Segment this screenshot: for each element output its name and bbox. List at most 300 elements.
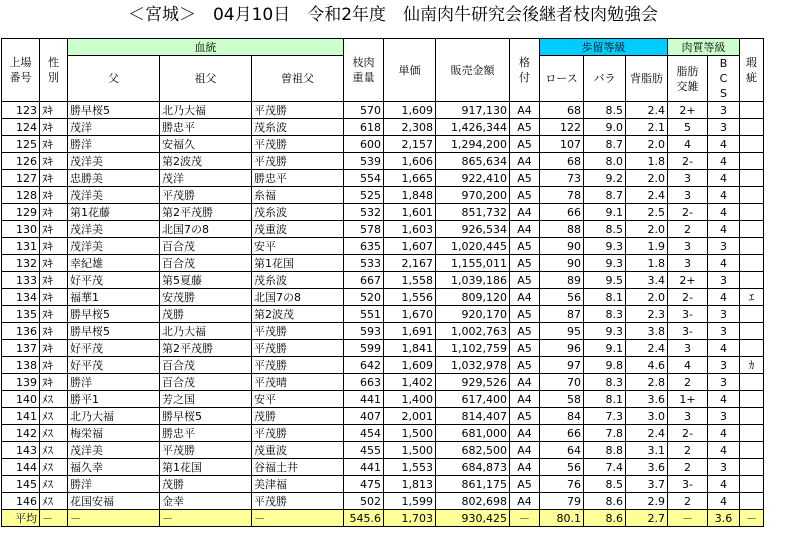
cell-sex: ﾇｷ: [40, 238, 68, 255]
cell-lot-number: 137: [2, 340, 40, 357]
cell-father: 勝洋: [68, 374, 160, 391]
cell-great-grandfather: 安平: [252, 391, 344, 408]
cell-marbling: 2: [668, 442, 708, 459]
cell-unit-price: 1,703: [384, 510, 436, 527]
cell-defect: [740, 323, 764, 340]
cell-bcs: 4: [708, 204, 740, 221]
header-marbling: 脂肪 交雑: [668, 56, 708, 102]
cell-lot-number: 126: [2, 153, 40, 170]
cell-bcs: 4: [708, 221, 740, 238]
cell-carcass-weight: 663: [344, 374, 384, 391]
cell-marbling: 5: [668, 119, 708, 136]
cell-father: 勝洋: [68, 476, 160, 493]
cell-grandfather: 第5夏藤: [160, 272, 252, 289]
cell-marbling: 2-: [668, 425, 708, 442]
cell-marbling: 3: [668, 187, 708, 204]
cell-defect: －: [740, 510, 764, 527]
cell-sales-amount: 617,400: [436, 391, 510, 408]
cell-rib: 8.1: [584, 289, 626, 306]
cell-father: 勝平1: [68, 391, 160, 408]
cell-sales-amount: 814,407: [436, 408, 510, 425]
cell-bcs: 3: [708, 357, 740, 374]
cell-sales-amount: 926,534: [436, 221, 510, 238]
cell-grandfather: 茂勝: [160, 306, 252, 323]
cell-grade: A4: [510, 221, 540, 238]
cell-backfat: 2.0: [626, 170, 668, 187]
cell-backfat: 1.8: [626, 255, 668, 272]
cell-grade: A5: [510, 408, 540, 425]
cell-grandfather: 百合茂: [160, 357, 252, 374]
cell-sex: ﾒｽ: [40, 408, 68, 425]
cell-great-grandfather: 茂重波: [252, 221, 344, 238]
page-title: ＜宮城＞ 04月10日 令和2年度 仙南肉牛研究会後継者枝肉勉強会: [127, 5, 659, 25]
cell-great-grandfather: 平茂勝: [252, 153, 344, 170]
cell-lot-number: 131: [2, 238, 40, 255]
cell-father: 茂洋美: [68, 221, 160, 238]
cell-loin: 56: [540, 289, 584, 306]
cell-lot-number: 141: [2, 408, 40, 425]
header-defect: 瑕 疵: [740, 39, 764, 102]
cell-bcs: 4: [708, 340, 740, 357]
cell-sales-amount: 920,170: [436, 306, 510, 323]
cell-grandfather: 第1花国: [160, 459, 252, 476]
cell-grade: －: [510, 510, 540, 527]
cell-loin: 90: [540, 238, 584, 255]
cell-sales-amount: 1,032,978: [436, 357, 510, 374]
cell-rib: 9.1: [584, 204, 626, 221]
cell-great-grandfather: 北国7の8: [252, 289, 344, 306]
cell-marbling: －: [668, 510, 708, 527]
table-row: [2, 119, 764, 136]
cell-loin: 56: [540, 459, 584, 476]
table-row: [2, 238, 764, 255]
header-lot-number: 上場 番号: [2, 39, 40, 102]
cell-defect: [740, 476, 764, 493]
cell-marbling: 1+: [668, 391, 708, 408]
cell-defect: ｶ: [740, 357, 764, 374]
cell-grandfather: 第2平茂勝: [160, 204, 252, 221]
cell-unit-price: 2,308: [384, 119, 436, 136]
cell-marbling: 3: [668, 340, 708, 357]
cell-unit-price: 1,841: [384, 340, 436, 357]
table-row: [2, 102, 764, 119]
cell-backfat: 3.8: [626, 323, 668, 340]
cell-grandfather: 北国7の8: [160, 221, 252, 238]
cell-bcs: 3: [708, 459, 740, 476]
cell-grandfather: 勝早桜5: [160, 408, 252, 425]
cell-defect: [740, 408, 764, 425]
cell-unit-price: 1,400: [384, 391, 436, 408]
cell-lot-number: 139: [2, 374, 40, 391]
cell-marbling: 2-: [668, 204, 708, 221]
cell-grandfather: 茂勝: [160, 476, 252, 493]
cell-marbling: 2-: [668, 289, 708, 306]
cell-sex: ﾇｷ: [40, 153, 68, 170]
table-row: [2, 221, 764, 238]
cell-unit-price: 2,001: [384, 408, 436, 425]
cell-unit-price: 1,848: [384, 187, 436, 204]
cell-unit-price: 1,556: [384, 289, 436, 306]
cell-father: 花国安福: [68, 493, 160, 510]
cell-marbling: 4: [668, 136, 708, 153]
cell-rib: 8.5: [584, 476, 626, 493]
cell-marbling: 2: [668, 459, 708, 476]
cell-sales-amount: 851,732: [436, 204, 510, 221]
cell-grade: A4: [510, 204, 540, 221]
cell-sales-amount: 917,130: [436, 102, 510, 119]
table-row: [2, 340, 764, 357]
cell-grandfather: 第2平茂勝: [160, 340, 252, 357]
cell-loin: 107: [540, 136, 584, 153]
cell-unit-price: 1,813: [384, 476, 436, 493]
cell-loin: 122: [540, 119, 584, 136]
cell-lot-number: 133: [2, 272, 40, 289]
cell-great-grandfather: 平茂勝: [252, 102, 344, 119]
cell-sex: ﾇｷ: [40, 374, 68, 391]
cell-grade: A4: [510, 425, 540, 442]
cell-loin: 96: [540, 340, 584, 357]
table-row: [2, 391, 764, 408]
cell-sales-amount: 802,698: [436, 493, 510, 510]
cell-father: 茂洋美: [68, 187, 160, 204]
cell-bcs: 3: [708, 374, 740, 391]
table-row: [2, 136, 764, 153]
header-loin: ロース: [540, 56, 584, 102]
cell-rib: 8.0: [584, 153, 626, 170]
cell-grandfather: 芳之国: [160, 391, 252, 408]
cell-grade: A4: [510, 289, 540, 306]
cell-great-grandfather: 谷福土井: [252, 459, 344, 476]
cell-loin: 66: [540, 204, 584, 221]
cell-carcass-weight: 593: [344, 323, 384, 340]
cell-carcass-weight: 533: [344, 255, 384, 272]
cell-defect: [740, 493, 764, 510]
cell-great-grandfather: 第2波茂: [252, 306, 344, 323]
cell-carcass-weight: 475: [344, 476, 384, 493]
cell-great-grandfather: 糸福: [252, 187, 344, 204]
cell-grandfather: 北乃大福: [160, 102, 252, 119]
cell-defect: ｴ: [740, 289, 764, 306]
cell-lot-number: 140: [2, 391, 40, 408]
table-row: [2, 272, 764, 289]
cell-carcass-weight: 502: [344, 493, 384, 510]
cell-bcs: 4: [708, 136, 740, 153]
cell-loin: 87: [540, 306, 584, 323]
cell-grade: A5: [510, 323, 540, 340]
cell-grade: A5: [510, 119, 540, 136]
cell-father: 茂洋美: [68, 238, 160, 255]
cell-carcass-weight: 455: [344, 442, 384, 459]
cell-bcs: 4: [708, 476, 740, 493]
table-row: [2, 289, 764, 306]
cell-grade: A5: [510, 238, 540, 255]
table-row: [2, 187, 764, 204]
cell-marbling: 3: [668, 170, 708, 187]
cell-carcass-weight: 554: [344, 170, 384, 187]
cell-defect: [740, 187, 764, 204]
cell-sales-amount: 929,526: [436, 374, 510, 391]
cell-grade: A4: [510, 459, 540, 476]
cell-sex: ﾇｷ: [40, 357, 68, 374]
cell-defect: [740, 119, 764, 136]
cell-rib: 8.8: [584, 442, 626, 459]
cell-sex: ﾇｷ: [40, 136, 68, 153]
table-row: [2, 357, 764, 374]
cell-father: 梅栄福: [68, 425, 160, 442]
cell-sales-amount: 1,102,759: [436, 340, 510, 357]
cell-unit-price: 1,599: [384, 493, 436, 510]
table-row: [2, 374, 764, 391]
cell-defect: [740, 153, 764, 170]
header-rib: バラ: [584, 56, 626, 102]
cell-bcs: 4: [708, 425, 740, 442]
cell-unit-price: 1,606: [384, 153, 436, 170]
cell-backfat: 1.8: [626, 153, 668, 170]
cell-lot-number: 146: [2, 493, 40, 510]
cell-bcs: 3.6: [708, 510, 740, 527]
cell-grade: A4: [510, 442, 540, 459]
cell-backfat: 1.9: [626, 238, 668, 255]
cell-father: 好平茂: [68, 340, 160, 357]
carcass-results-table: [1, 38, 764, 527]
cell-backfat: 2.3: [626, 306, 668, 323]
cell-backfat: 2.0: [626, 136, 668, 153]
cell-defect: [740, 459, 764, 476]
cell-father: 勝早桜5: [68, 102, 160, 119]
cell-father: 第1花藤: [68, 204, 160, 221]
cell-lot-number: 143: [2, 442, 40, 459]
table-row: [2, 442, 764, 459]
table-row: [2, 408, 764, 425]
cell-great-grandfather: 安平: [252, 238, 344, 255]
cell-defect: [740, 238, 764, 255]
cell-backfat: 2.7: [626, 510, 668, 527]
cell-sex: ﾇｷ: [40, 340, 68, 357]
cell-loin: 76: [540, 476, 584, 493]
average-row: [2, 510, 764, 527]
cell-great-grandfather: 平茂勝: [252, 357, 344, 374]
cell-backfat: 2.0: [626, 289, 668, 306]
cell-father: 勝早桜5: [68, 323, 160, 340]
cell-bcs: 4: [708, 187, 740, 204]
cell-grandfather: 百合茂: [160, 255, 252, 272]
cell-marbling: 3: [668, 238, 708, 255]
cell-carcass-weight: 539: [344, 153, 384, 170]
cell-father: 忠勝美: [68, 170, 160, 187]
cell-great-grandfather: 平茂晴: [252, 374, 344, 391]
header-father: 父: [68, 56, 160, 102]
cell-unit-price: 1,609: [384, 102, 436, 119]
cell-father: 幸紀雄: [68, 255, 160, 272]
cell-unit-price: 1,603: [384, 221, 436, 238]
cell-defect: [740, 272, 764, 289]
cell-backfat: 3.4: [626, 272, 668, 289]
cell-backfat: 2.8: [626, 374, 668, 391]
cell-loin: 70: [540, 374, 584, 391]
cell-sex: ﾇｷ: [40, 102, 68, 119]
cell-defect: [740, 442, 764, 459]
header-carcass-weight: 枝肉 重量: [344, 39, 384, 102]
cell-great-grandfather: 平茂勝: [252, 323, 344, 340]
cell-carcass-weight: 441: [344, 459, 384, 476]
cell-carcass-weight: 578: [344, 221, 384, 238]
cell-great-grandfather: 茂糸波: [252, 272, 344, 289]
cell-great-grandfather: 茂重波: [252, 442, 344, 459]
cell-marbling: 2: [668, 374, 708, 391]
cell-sex: ﾒｽ: [40, 476, 68, 493]
cell-loin: 78: [540, 187, 584, 204]
cell-sales-amount: 681,000: [436, 425, 510, 442]
cell-grade: A5: [510, 255, 540, 272]
cell-grandfather: 第2波茂: [160, 153, 252, 170]
cell-sex: ﾇｷ: [40, 255, 68, 272]
cell-carcass-weight: 635: [344, 238, 384, 255]
cell-carcass-weight: 520: [344, 289, 384, 306]
cell-lot-number: 132: [2, 255, 40, 272]
cell-bcs: 3: [708, 323, 740, 340]
cell-unit-price: 1,553: [384, 459, 436, 476]
cell-sales-amount: 1,002,763: [436, 323, 510, 340]
cell-great-grandfather: 茂糸波: [252, 204, 344, 221]
cell-father: 好平茂: [68, 272, 160, 289]
cell-lot-number: 134: [2, 289, 40, 306]
cell-grandfather: 北乃大福: [160, 323, 252, 340]
cell-great-grandfather: 美津福: [252, 476, 344, 493]
cell-unit-price: 1,670: [384, 306, 436, 323]
cell-defect: [740, 425, 764, 442]
cell-grade: A4: [510, 391, 540, 408]
cell-defect: [740, 306, 764, 323]
cell-defect: [740, 204, 764, 221]
cell-marbling: 3-: [668, 306, 708, 323]
header-grandfather: 祖父: [160, 56, 252, 102]
cell-loin: 95: [540, 323, 584, 340]
cell-bcs: 4: [708, 442, 740, 459]
cell-loin: 66: [540, 425, 584, 442]
table-row: [2, 476, 764, 493]
cell-rib: 7.3: [584, 408, 626, 425]
cell-rib: 9.2: [584, 170, 626, 187]
cell-grade: A4: [510, 153, 540, 170]
cell-sex: ﾇｷ: [40, 272, 68, 289]
cell-bcs: 3: [708, 102, 740, 119]
cell-loin: 84: [540, 408, 584, 425]
cell-grandfather: 百合茂: [160, 238, 252, 255]
cell-carcass-weight: 618: [344, 119, 384, 136]
cell-rib: 9.8: [584, 357, 626, 374]
cell-father: 茂洋美: [68, 442, 160, 459]
cell-unit-price: 1,665: [384, 170, 436, 187]
cell-carcass-weight: 667: [344, 272, 384, 289]
cell-defect: [740, 221, 764, 238]
cell-carcass-weight: 441: [344, 391, 384, 408]
cell-grade: A5: [510, 187, 540, 204]
cell-sex: ﾇｷ: [40, 187, 68, 204]
cell-sex: ﾒｽ: [40, 459, 68, 476]
cell-loin: 97: [540, 357, 584, 374]
cell-lot-number: 平均: [2, 510, 40, 527]
cell-backfat: 2.5: [626, 204, 668, 221]
cell-father: 好平茂: [68, 357, 160, 374]
cell-sex: ﾒｽ: [40, 442, 68, 459]
cell-sex: ﾇｷ: [40, 289, 68, 306]
cell-backfat: 2.4: [626, 187, 668, 204]
cell-rib: 8.6: [584, 493, 626, 510]
cell-sales-amount: 1,426,344: [436, 119, 510, 136]
cell-unit-price: 1,402: [384, 374, 436, 391]
cell-carcass-weight: 600: [344, 136, 384, 153]
cell-grade: A4: [510, 102, 540, 119]
cell-rib: 8.5: [584, 221, 626, 238]
cell-backfat: 3.6: [626, 459, 668, 476]
cell-marbling: 2: [668, 493, 708, 510]
cell-rib: 8.6: [584, 510, 626, 527]
cell-father: －: [68, 510, 160, 527]
cell-sex: ﾇｷ: [40, 323, 68, 340]
cell-backfat: 2.4: [626, 102, 668, 119]
cell-marbling: 4: [668, 357, 708, 374]
cell-bcs: 3: [708, 119, 740, 136]
cell-rib: 8.7: [584, 187, 626, 204]
cell-defect: [740, 340, 764, 357]
cell-grade: A5: [510, 170, 540, 187]
cell-sales-amount: 865,634: [436, 153, 510, 170]
cell-sex: ﾒｽ: [40, 425, 68, 442]
cell-lot-number: 123: [2, 102, 40, 119]
cell-unit-price: 1,558: [384, 272, 436, 289]
header-backfat: 背脂肪: [626, 56, 668, 102]
cell-great-grandfather: 平茂勝: [252, 340, 344, 357]
cell-marbling: 3: [668, 255, 708, 272]
cell-bcs: 3: [708, 408, 740, 425]
table-row: [2, 459, 764, 476]
cell-marbling: 2: [668, 221, 708, 238]
cell-grade: A5: [510, 272, 540, 289]
cell-sales-amount: 970,200: [436, 187, 510, 204]
cell-grandfather: 茂洋: [160, 170, 252, 187]
header-sex: 性 別: [40, 39, 68, 102]
cell-loin: 73: [540, 170, 584, 187]
cell-backfat: 2.9: [626, 493, 668, 510]
cell-loin: 90: [540, 255, 584, 272]
cell-bcs: 4: [708, 170, 740, 187]
cell-bcs: 4: [708, 493, 740, 510]
cell-sex: ﾇｷ: [40, 119, 68, 136]
cell-marbling: 3: [668, 408, 708, 425]
table-row: [2, 306, 764, 323]
cell-backfat: 3.0: [626, 408, 668, 425]
cell-defect: [740, 170, 764, 187]
cell-great-grandfather: 平茂勝: [252, 136, 344, 153]
header-grade: 格 付: [510, 39, 540, 102]
cell-great-grandfather: 平茂勝: [252, 425, 344, 442]
cell-father: 福華1: [68, 289, 160, 306]
cell-rib: 8.5: [584, 102, 626, 119]
cell-lot-number: 125: [2, 136, 40, 153]
cell-unit-price: 1,607: [384, 238, 436, 255]
cell-bcs: 3: [708, 306, 740, 323]
cell-unit-price: 1,691: [384, 323, 436, 340]
cell-grandfather: －: [160, 510, 252, 527]
header-great-grandfather: 曽祖父: [252, 56, 344, 102]
cell-grade: A4: [510, 374, 540, 391]
cell-rib: 7.4: [584, 459, 626, 476]
header-sales-amount: 販売金額: [436, 39, 510, 102]
cell-carcass-weight: 454: [344, 425, 384, 442]
cell-carcass-weight: 545.6: [344, 510, 384, 527]
header-yield-grade: 歩留等級: [540, 39, 668, 56]
cell-marbling: 2-: [668, 153, 708, 170]
